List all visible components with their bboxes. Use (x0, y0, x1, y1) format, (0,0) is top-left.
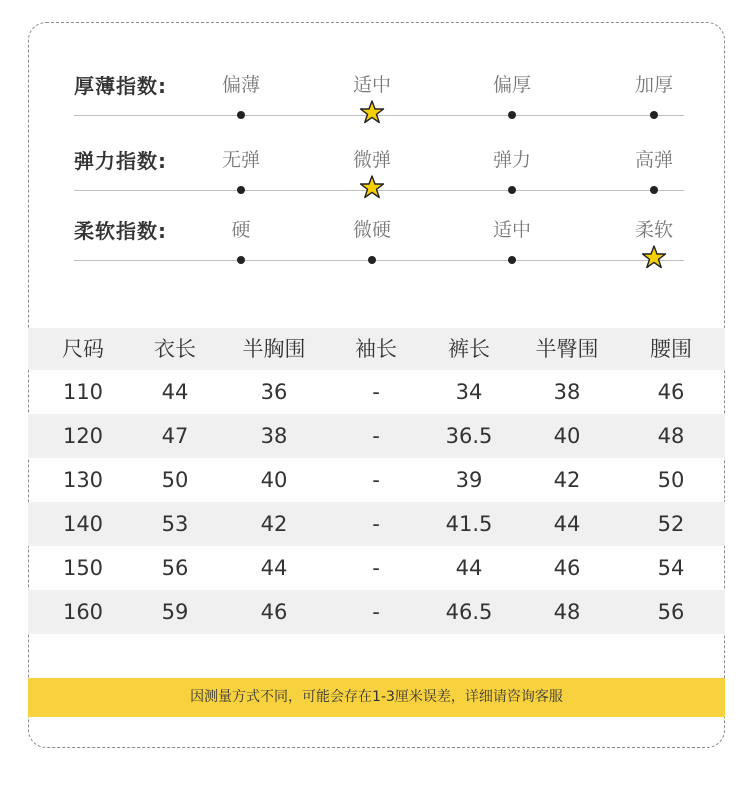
table-cell: 59 (161, 600, 189, 624)
index-option: 偏薄 (221, 74, 260, 96)
table-cell: 44 (553, 512, 581, 536)
table-cell: 38 (260, 424, 288, 448)
column-header: 半臀围 (535, 337, 599, 361)
table-cell: - (372, 600, 380, 624)
table-cell: 39 (455, 468, 483, 492)
table-cell: 140 (62, 512, 104, 536)
table-cell: 48 (553, 600, 581, 624)
table-cell: 130 (62, 468, 104, 492)
index-row-softness (74, 215, 686, 285)
star-icon (359, 175, 385, 199)
table-cell: 44 (161, 380, 189, 404)
table-cell: - (372, 556, 380, 580)
table-cell: 46 (260, 600, 288, 624)
table-row (28, 590, 725, 634)
table-cell: - (372, 512, 380, 536)
table-cell: 54 (657, 556, 685, 580)
table-cell: 42 (553, 468, 581, 492)
table-cell: 48 (657, 424, 685, 448)
table-row (28, 458, 725, 502)
scale-dot (508, 256, 516, 264)
table-cell: 46 (553, 556, 581, 580)
scale-dot (650, 186, 658, 194)
index-option: 微弹 (352, 149, 391, 171)
column-header: 袖长 (355, 337, 397, 361)
scale-dot (237, 256, 245, 264)
table-cell: 56 (161, 556, 189, 580)
index-option: 偏厚 (492, 74, 531, 96)
star-icon (641, 245, 667, 269)
size-table (28, 328, 725, 634)
index-scale-line (74, 260, 684, 261)
index-option: 适中 (352, 74, 391, 96)
table-row (28, 414, 725, 458)
column-header: 尺码 (62, 337, 104, 361)
table-cell: 47 (161, 424, 189, 448)
table-cell: 40 (553, 424, 581, 448)
table-row (28, 370, 725, 414)
index-option: 加厚 (634, 74, 673, 96)
table-cell: 44 (260, 556, 288, 580)
table-cell: 41.5 (445, 512, 493, 536)
table-cell: 44 (455, 556, 483, 580)
table-cell: 46 (657, 380, 685, 404)
table-row (28, 546, 725, 590)
table-cell: 42 (260, 512, 288, 536)
table-cell: - (372, 424, 380, 448)
table-cell: 46.5 (445, 600, 493, 624)
index-option: 硬 (231, 219, 251, 241)
table-cell: - (372, 380, 380, 404)
index-option: 无弹 (221, 149, 260, 171)
index-option: 柔软 (634, 219, 673, 241)
index-label: 厚薄指数: (74, 74, 167, 98)
index-option: 高弹 (634, 149, 673, 171)
index-option: 适中 (492, 219, 531, 241)
scale-dot (650, 111, 658, 119)
table-cell: 160 (62, 600, 104, 624)
table-cell: 50 (657, 468, 685, 492)
column-header: 衣长 (154, 337, 196, 361)
scale-dot (237, 111, 245, 119)
star-icon (359, 100, 385, 124)
table-cell: 34 (455, 380, 483, 404)
measurement-notice: 因测量方式不同，可能会存在1-3厘米误差，详细请咨询客服 (28, 678, 725, 717)
column-header: 腰围 (650, 337, 692, 361)
table-header-row (28, 328, 725, 370)
table-cell: 120 (62, 424, 104, 448)
index-label: 弹力指数: (74, 149, 167, 173)
table-cell: 50 (161, 468, 189, 492)
table-cell: 36 (260, 380, 288, 404)
index-label: 柔软指数: (74, 219, 167, 243)
column-header: 半胸围 (242, 337, 306, 361)
table-cell: 52 (657, 512, 685, 536)
scale-dot (368, 256, 376, 264)
scale-dot (508, 111, 516, 119)
table-cell: 53 (161, 512, 189, 536)
table-cell: - (372, 468, 380, 492)
table-row (28, 502, 725, 546)
index-option: 微硬 (352, 219, 391, 241)
scale-dot (237, 186, 245, 194)
column-header: 裤长 (448, 337, 490, 361)
table-cell: 38 (553, 380, 581, 404)
index-row-thickness (74, 70, 686, 140)
index-row-elasticity (74, 145, 686, 215)
table-cell: 56 (657, 600, 685, 624)
table-cell: 36.5 (445, 424, 493, 448)
scale-dot (508, 186, 516, 194)
index-option: 弹力 (492, 149, 531, 171)
table-cell: 110 (62, 380, 104, 404)
table-cell: 40 (260, 468, 288, 492)
table-cell: 150 (62, 556, 104, 580)
